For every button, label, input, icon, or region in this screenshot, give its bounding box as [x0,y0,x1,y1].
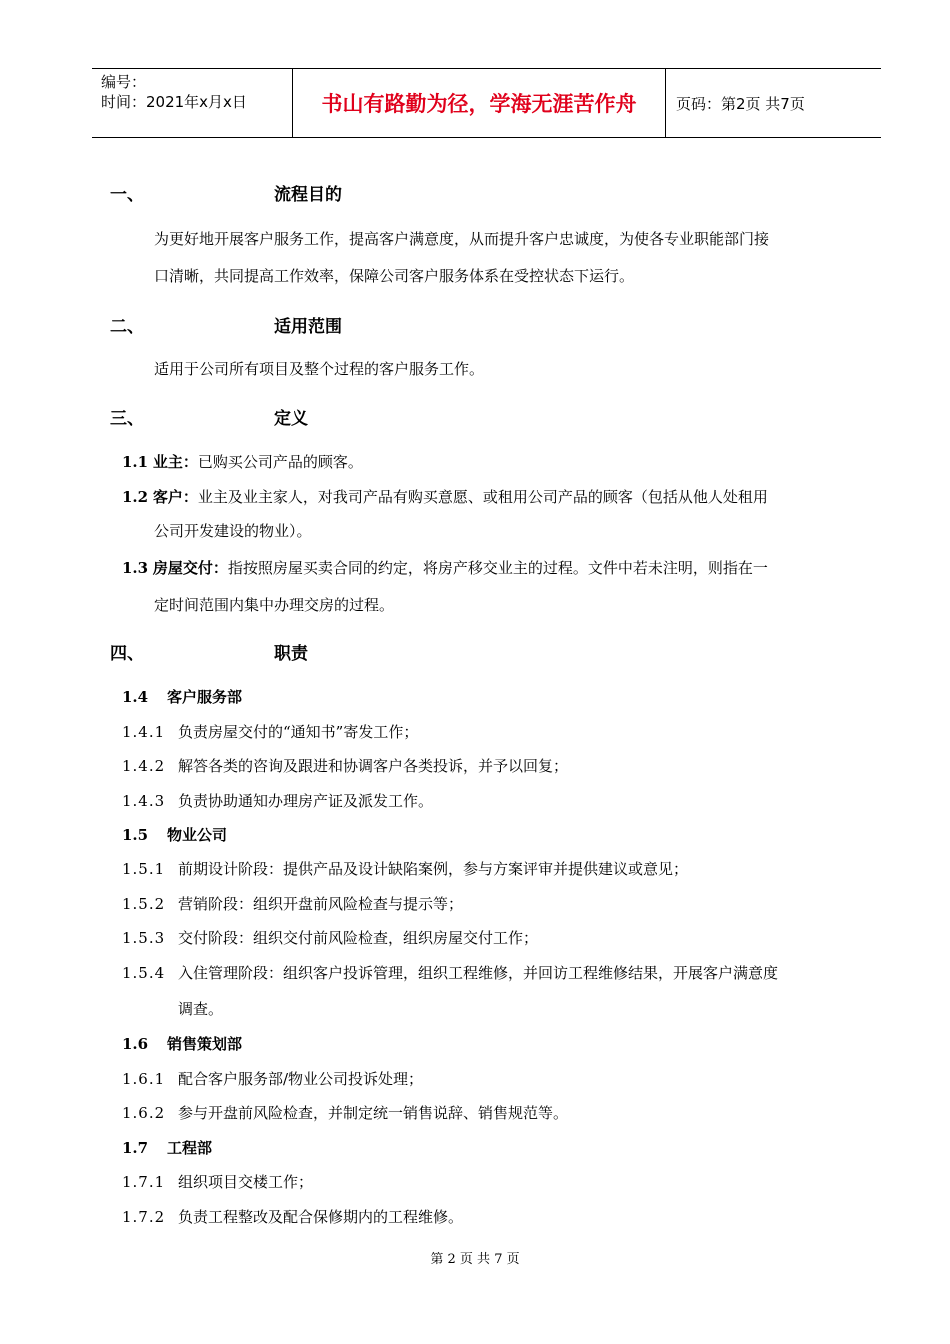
section-number: 二、 [110,317,144,337]
item-text: 负责协助通知办理房产证及派发工作。 [178,792,434,810]
duty-item [122,858,688,879]
duty-item-continuation: 调查。 [178,1000,224,1018]
header-page-label: 页码：第2页 共7页 [676,94,805,113]
item-text: 负责工程整改及配合保修期内的工程维修。 [178,1208,464,1226]
item-text: 参与开盘前风险检查，并制定统一销售说辞、销售规范等。 [178,1104,569,1122]
item-number: 1.7.1 [122,1173,166,1191]
purpose-line-1: 为更好地开展客户服务工作，提高客户满意度，从而提升客户忠诚度，为使各专业职能部门接 [154,230,770,248]
item-text: 交付阶段：组织交付前风险检查，组织房屋交付工作； [178,929,539,947]
section-number: 一、 [110,185,144,205]
duty-item [122,1068,423,1089]
definition-text: 业主及业主家人，对我司产品有购买意愿、或租用公司产品的顾客（包括从他人处租用 [197,488,768,506]
definition-term: 业主： [152,453,198,471]
definition-item [122,486,768,507]
section-title: 适用范围 [274,317,342,337]
duty-subheading-engineering [122,1137,212,1158]
item-number: 1.4.1 [122,723,166,741]
duty-item [122,893,463,914]
item-number: 1.5.2 [122,895,166,913]
item-number: 1.5.4 [122,964,166,982]
item-number: 1.5.3 [122,929,166,947]
item-number: 1.6.1 [122,1070,166,1088]
duty-subheading-customer-service [122,686,242,707]
header-meta-cell [92,69,293,137]
section-title: 职责 [274,644,308,664]
section-heading-purpose [110,180,342,205]
duty-item [122,790,433,811]
item-text: 解答各类的咨询及跟进和协调客户各类投诉，并予以回复； [178,757,569,775]
subheading-number: 1.7 [122,1139,149,1157]
item-number: 1.6.2 [122,1104,166,1122]
subheading-title: 物业公司 [167,826,228,844]
page-footer: 第 2 页 共 7 页 [430,1252,520,1267]
duty-item [122,962,778,983]
number-label: 编号： [101,73,147,91]
definition-continuation: 公司开发建设的物业）。 [154,522,312,540]
duty-item [122,721,418,742]
section-heading-scope [110,312,342,337]
subheading-title: 工程部 [167,1139,213,1157]
scope-line-1: 适用于公司所有项目及整个过程的客户服务工作。 [154,360,485,378]
purpose-line-2: 口清晰，共同提高工作效率，保障公司客户服务体系在受控状态下运行。 [154,267,635,285]
definition-continuation: 定时间范围内集中办理交房的过程。 [154,596,395,614]
definition-term: 客户： [152,488,198,506]
definition-item [122,557,768,578]
definition-number: 1.1 [122,453,149,471]
section-number: 四、 [110,644,144,664]
item-text: 组织项目交楼工作； [178,1173,314,1191]
item-number: 1.5.1 [122,860,166,878]
duty-subheading-sales [122,1033,242,1054]
section-heading-duties [110,639,308,664]
section-heading-definitions [110,404,308,429]
definition-text: 指按照房屋买卖合同的约定，将房产移交业主的过程。文件中若未注明，则指在一 [227,559,768,577]
duty-subheading-property [122,824,227,845]
item-text: 入住管理阶段：组织客户投诉管理，组织工程维修，并回访工程维修结果，开展客户满意度 [178,964,779,982]
section-number: 三、 [110,409,144,429]
item-text: 营销阶段：组织开盘前风险检查与提示等； [178,895,464,913]
duty-item [122,1206,463,1227]
item-number: 1.4.2 [122,757,166,775]
duty-item [122,1171,313,1192]
item-number: 1.7.2 [122,1208,166,1226]
definition-number: 1.2 [122,488,149,506]
subheading-number: 1.6 [122,1035,149,1053]
item-text: 负责房屋交付的“通知书”寄发工作； [178,723,419,741]
subheading-title: 客户服务部 [167,688,243,706]
definition-term: 房屋交付： [152,559,228,577]
subheading-number: 1.4 [122,688,149,706]
duty-item [122,755,568,776]
item-number: 1.4.3 [122,792,166,810]
document-header [92,68,881,138]
definition-text: 已购买公司产品的顾客。 [197,453,363,471]
definition-item [122,451,363,472]
section-title: 定义 [274,409,308,429]
section-title: 流程目的 [274,185,342,205]
item-text: 配合客户服务部/物业公司投诉处理； [178,1070,424,1088]
subheading-number: 1.5 [122,826,149,844]
header-motto: 书山有路勤为径，学海无涯苦作舟 [293,69,666,137]
duty-item [122,1102,568,1123]
item-text: 前期设计阶段：提供产品及设计缺陷案例，参与方案评审并提供建议或意见； [178,860,689,878]
subheading-title: 销售策划部 [167,1035,243,1053]
duty-item [122,927,538,948]
definition-number: 1.3 [122,559,149,577]
time-label: 时间：2021年x月x日 [101,93,247,111]
